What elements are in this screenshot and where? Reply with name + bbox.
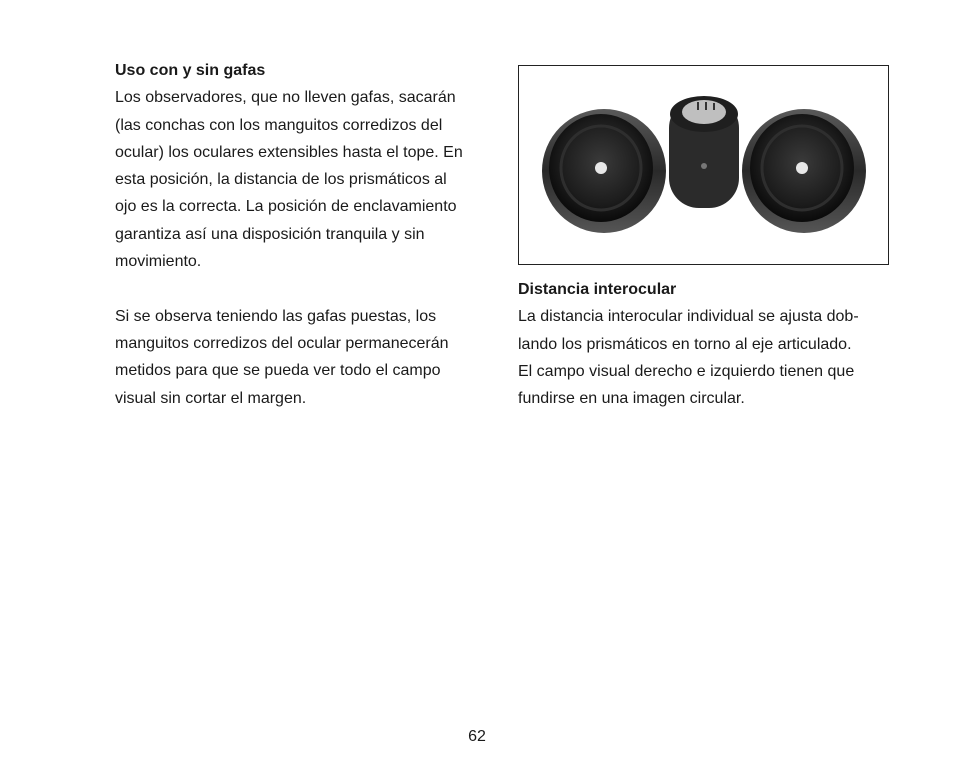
paragraph-spacer [115, 275, 495, 302]
paragraph-with-glasses [115, 303, 495, 412]
right-lens-highlight-shape [796, 162, 808, 174]
text-line: visual sin cortar el margen. [115, 389, 307, 407]
text-line: Si se observa teniendo las gafas puestas, los [115, 307, 437, 325]
hinge-screw-shape [701, 163, 707, 169]
text-line: La distancia interocular individual se ajusta dob- [518, 308, 859, 326]
paragraph-without-glasses [115, 84, 495, 275]
text-line: manguitos corredizos del ocular permanecerán [115, 334, 449, 352]
page-number: 62 [468, 728, 486, 745]
text-line: El campo visual derecho e izquierdo tienen que [518, 362, 855, 380]
section-heading-glasses: Uso con y sin gafas [115, 62, 266, 79]
text-line: fundirse en una imagen circular. [518, 390, 745, 408]
text-line: esta posición, la distancia de los prismáticos al [115, 171, 447, 189]
text-line: ojo es la correcta. La posición de enclavamiento [115, 198, 457, 216]
right-column [518, 276, 890, 412]
text-line: movimiento. [115, 253, 202, 271]
text-line: garantiza así una disposición tranquila y sin [115, 225, 425, 243]
paragraph-interocular [518, 303, 890, 412]
text-line: lando los prismáticos en torno al eje articulado. [518, 335, 852, 353]
focus-scale-shape [682, 100, 726, 124]
text-line: ocular) los oculares extensibles hasta el tope. En [115, 143, 463, 161]
text-line: Los observadores, que no lleven gafas, sacarán [115, 89, 456, 107]
binoculars-figure [518, 65, 889, 265]
left-lens-highlight-shape [595, 162, 607, 174]
left-column [115, 57, 495, 412]
binoculars-illustration [519, 66, 888, 264]
text-line: (las conchas con los manguitos corredizos del [115, 116, 443, 134]
text-line: metidos para que se pueda ver todo el campo [115, 362, 441, 380]
section-heading-interocular: Distancia interocular [518, 281, 677, 298]
